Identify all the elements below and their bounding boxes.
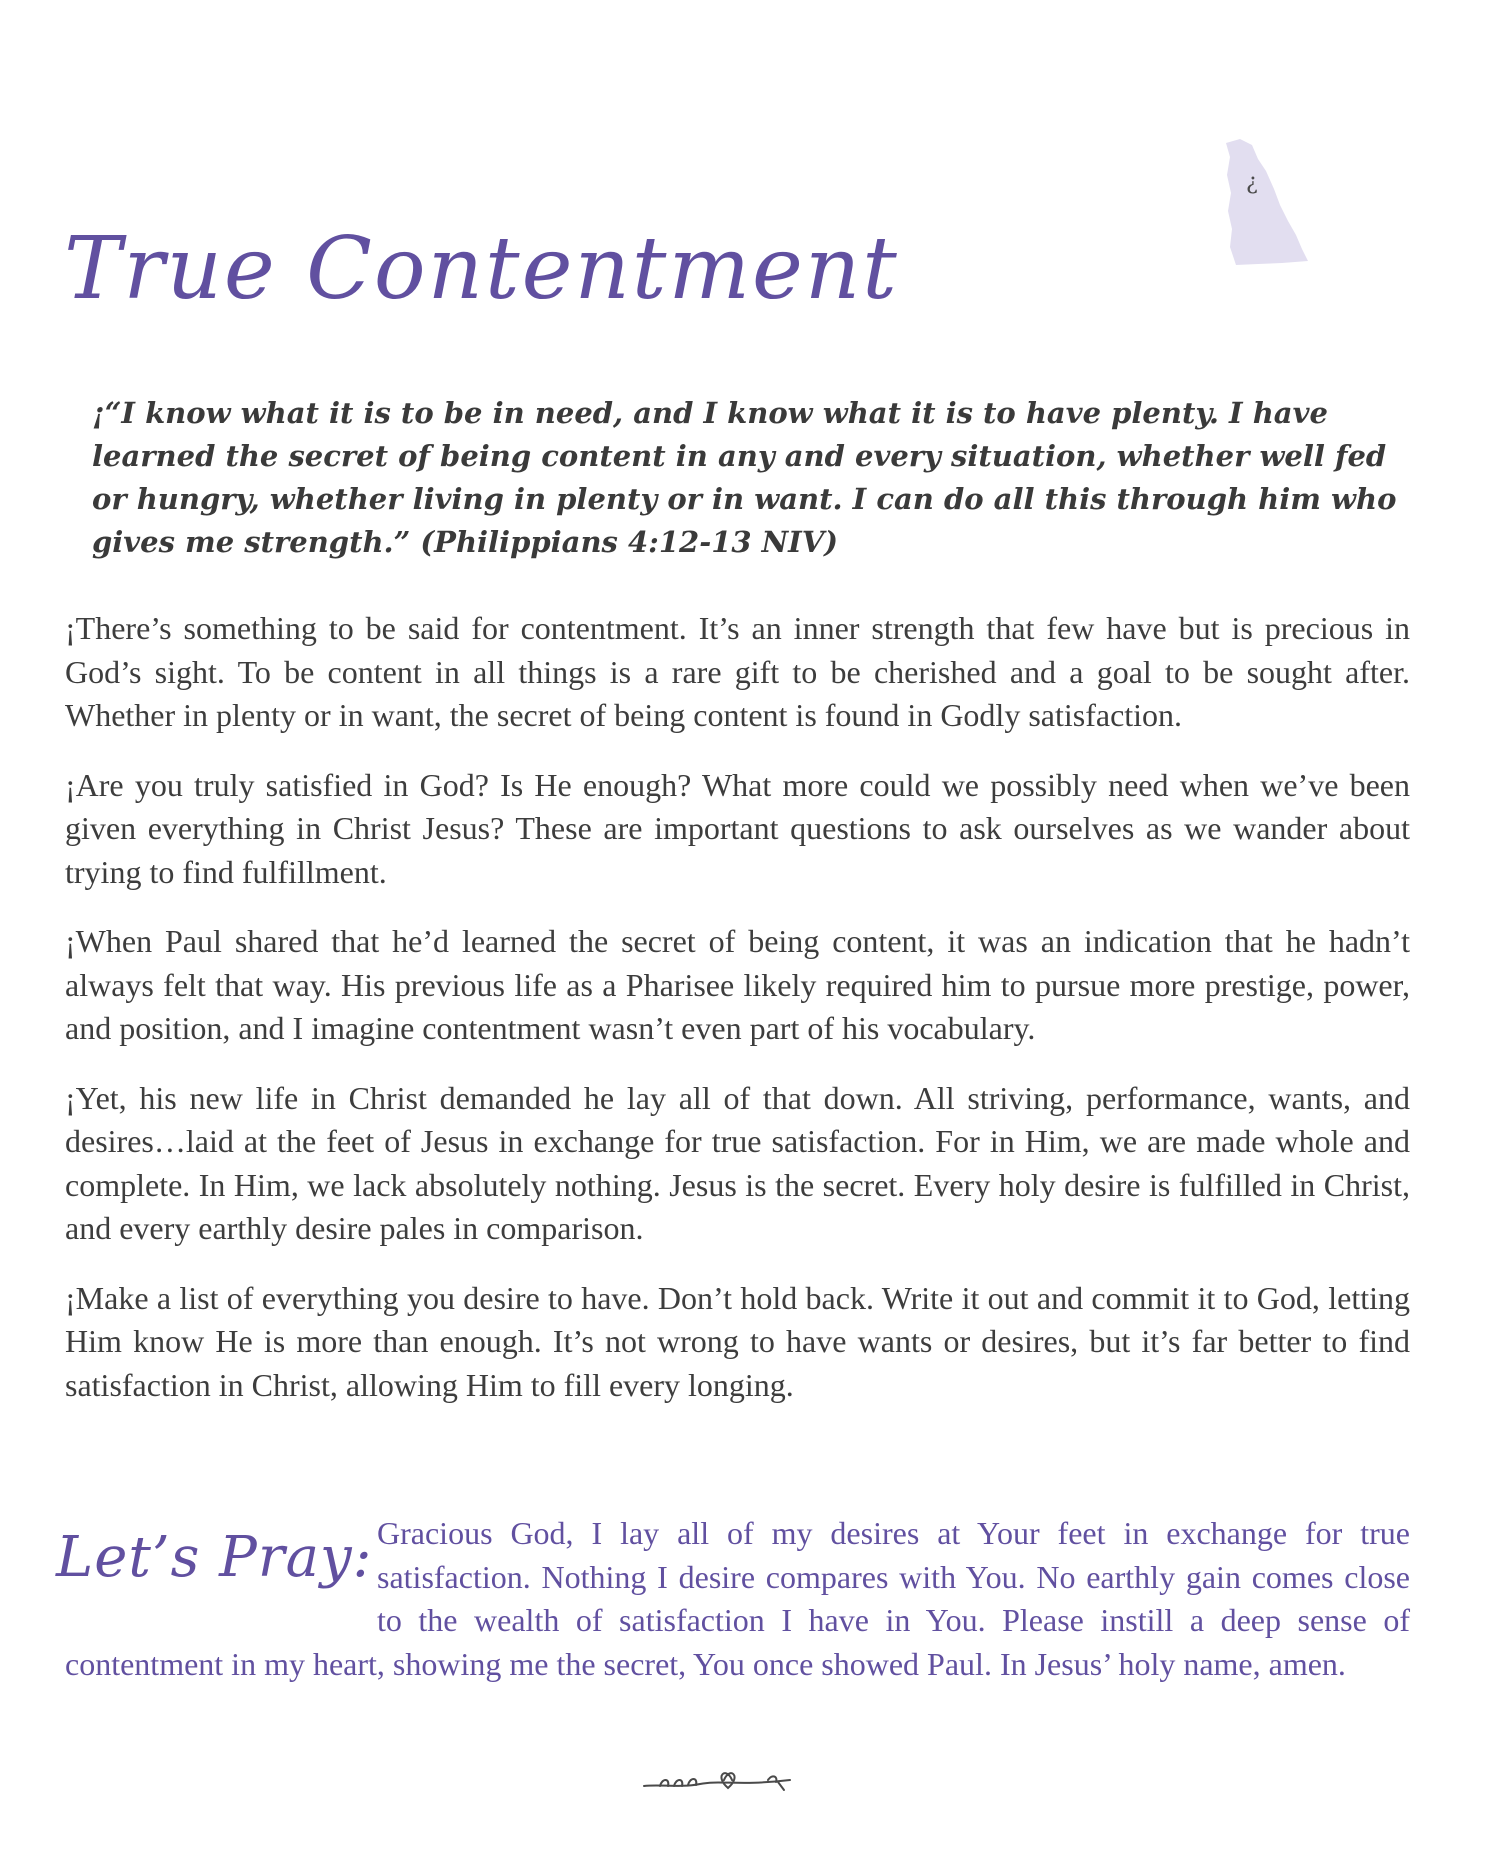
flourish-ornament-icon bbox=[640, 1762, 800, 1798]
paragraph: ¡When Paul shared that he’d learned the secret of being content, it was an indication that he hadn’t always felt that way. His previous life as a Pharisee likely required him to pursue more prestige, power, and position, and I imagine contentment wasn’t even part of his vocabulary. bbox=[65, 923, 1410, 1046]
devotional-body bbox=[65, 607, 1410, 1433]
paragraph: ¡There’s something to be said for contentment. It’s an inner strength that few have but is precious in God’s sight. To be content in all things is a rare gift to be cherished and a goal to be sought after. Whether in plenty or in want, the secret of being content is found in Godly satisfaction. bbox=[65, 610, 1410, 733]
corner-tab-decoration bbox=[1222, 137, 1310, 267]
paragraph: ¡Yet, his new life in Christ demanded he lay all of that down. All striving, performance, wants, and desires…laid at the feet of Jesus in exchange for true satisfaction. For in Him, we are made whole and complete. In Him, we lack absolutely nothing. Jesus is the secret. Every holy desire is fulfilled in Christ, and every earthly desire pales in comparison. bbox=[65, 1079, 1410, 1246]
corner-mark: ¿ bbox=[1246, 170, 1258, 195]
prayer-block bbox=[65, 1512, 1410, 1686]
heading-spacer bbox=[65, 1512, 377, 1642]
page-title: True Contentment bbox=[64, 219, 899, 319]
scripture-verse: ¡“I know what it is to be in need, and I know what it is to have plenty. I have learned the secret of being content in any and every situation, whether well fed or hungry, whether living in plenty or in want. I can do all this through him who gives me strength.” (Philippians 4:12-13 NIV) bbox=[92, 396, 1397, 559]
paragraph: ¡Are you truly satisfied in God? Is He enough? What more could we possibly need when we’ve been given everything in Christ Jesus? These are important questions to ask ourselves as we wander about trying to find fulfillment. bbox=[65, 766, 1410, 890]
paragraph: ¡Make a list of everything you desire to have. Don’t hold back. Write it out and commit it to God, letting Him know He is more than enough. It’s not wrong to have wants or desires, but it’s far better to find satisfaction in Christ, allowing Him to fill every longing. bbox=[65, 1279, 1410, 1403]
prayer-text: Gracious God, I lay all of my desires at Your feet in exchange for true satisfaction. Nothing I desire compares with You. No earthly gain comes close to the wealth of satisfaction I have in You. Please instill a deep sense of contentment in my heart, showing me the secret, You once showed Paul. In Jesus’ holy name, amen. bbox=[65, 1515, 1410, 1682]
lets-pray-heading: Let’s Pray: bbox=[56, 1525, 373, 1590]
